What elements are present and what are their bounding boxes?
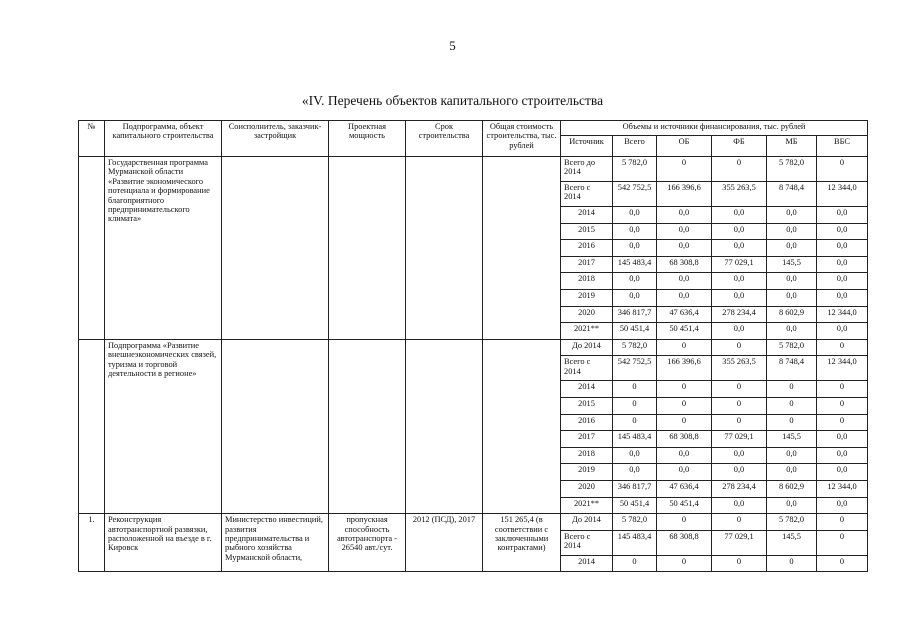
cell-total: 145 483,4 [613, 530, 657, 555]
capital-construction-table [78, 120, 868, 572]
block-capacity [329, 157, 406, 340]
cell-vbs: 0 [817, 157, 868, 182]
cell-ob: 0,0 [657, 223, 712, 240]
cell-mb: 145,5 [767, 256, 817, 273]
cell-vbs: 0,0 [817, 207, 868, 224]
cell-vbs: 0,0 [817, 289, 868, 306]
cell-fb: 278 234,4 [712, 306, 767, 323]
funding-row [79, 514, 868, 531]
cell-ob: 0 [657, 381, 712, 398]
cell-fb: 0,0 [712, 464, 767, 481]
cell-total: 0,0 [613, 273, 657, 290]
header-total: Всего [613, 136, 657, 157]
cell-source: 2015 [561, 397, 613, 414]
cell-ob: 0,0 [657, 447, 712, 464]
cell-total: 0,0 [613, 289, 657, 306]
cell-fb: 77 029,1 [712, 256, 767, 273]
cell-vbs: 0 [817, 339, 868, 356]
page-number: 5 [449, 38, 456, 53]
block-name: Подпрограмма «Развитие внешнеэкономических связей, туризма и торговой деятельности в регионе» [105, 339, 222, 513]
cell-total: 542 752,5 [613, 356, 657, 381]
cell-fb: 77 029,1 [712, 431, 767, 448]
cell-vbs: 0 [817, 381, 868, 398]
cell-fb: 0 [712, 397, 767, 414]
header-num: № [79, 121, 105, 157]
cell-ob: 166 396,6 [657, 356, 712, 381]
cell-fb: 0,0 [712, 240, 767, 257]
cell-total: 5 782,0 [613, 514, 657, 531]
cell-fb: 0 [712, 555, 767, 572]
cell-ob: 50 451,4 [657, 497, 712, 514]
cell-source: 2020 [561, 306, 613, 323]
cell-source: 2019 [561, 289, 613, 306]
cell-total: 0,0 [613, 207, 657, 224]
header-total-cost: Общая стоимость строительства, тыс. рублей [483, 121, 561, 157]
cell-mb: 145,5 [767, 530, 817, 555]
cell-ob: 0,0 [657, 240, 712, 257]
cell-source: 2018 [561, 447, 613, 464]
block-coexecutor: Министерство инвестиций, развития предпринимательства и рыбного хозяйства Мурманской области, [222, 514, 329, 572]
cell-mb: 8 748,4 [767, 182, 817, 207]
cell-source: 2020 [561, 480, 613, 497]
cell-mb: 0,0 [767, 497, 817, 514]
block-term [406, 157, 483, 340]
cell-mb: 0,0 [767, 323, 817, 340]
document-title: «IV. Перечень объектов капитального строительства [301, 93, 604, 108]
cell-fb: 278 234,4 [712, 480, 767, 497]
cell-total: 0,0 [613, 464, 657, 481]
cell-total: 0,0 [613, 240, 657, 257]
cell-source: 2021** [561, 497, 613, 514]
cell-mb: 0,0 [767, 240, 817, 257]
cell-total: 145 483,4 [613, 256, 657, 273]
cell-fb: 0 [712, 514, 767, 531]
cell-ob: 0,0 [657, 289, 712, 306]
cell-vbs: 0 [817, 397, 868, 414]
cell-fb: 0 [712, 414, 767, 431]
cell-ob: 0,0 [657, 464, 712, 481]
cell-mb: 145,5 [767, 431, 817, 448]
cell-mb: 0,0 [767, 273, 817, 290]
funding-row [79, 339, 868, 356]
funding-row [79, 157, 868, 182]
cell-total: 50 451,4 [613, 323, 657, 340]
cell-fb: 0,0 [712, 497, 767, 514]
cell-mb: 0 [767, 555, 817, 572]
cell-vbs: 0,0 [817, 497, 868, 514]
cell-fb: 77 029,1 [712, 530, 767, 555]
block-term [406, 339, 483, 513]
cell-ob: 0 [657, 414, 712, 431]
cell-ob: 0 [657, 555, 712, 572]
cell-source: 2017 [561, 431, 613, 448]
cell-fb: 0,0 [712, 447, 767, 464]
block-num [79, 339, 105, 513]
block-name: Реконструкция автотранспортной развязки, расположенной на въезде в г. Кировск [105, 514, 222, 572]
cell-mb: 8 602,9 [767, 306, 817, 323]
cell-total: 145 483,4 [613, 431, 657, 448]
block-cost [483, 157, 561, 340]
cell-vbs: 0 [817, 555, 868, 572]
header-subprogram: Подпрограмма, объект капитального строительства [105, 121, 222, 157]
cell-ob: 0,0 [657, 273, 712, 290]
cell-total: 5 782,0 [613, 339, 657, 356]
cell-vbs: 0,0 [817, 273, 868, 290]
cell-ob: 47 636,4 [657, 306, 712, 323]
cell-ob: 0 [657, 514, 712, 531]
cell-vbs: 0,0 [817, 431, 868, 448]
cell-fb: 355 263,5 [712, 182, 767, 207]
cell-source: 2014 [561, 555, 613, 572]
cell-source: До 2014 [561, 339, 613, 356]
cell-total: 0,0 [613, 447, 657, 464]
cell-total: 346 817,7 [613, 480, 657, 497]
cell-source: До 2014 [561, 514, 613, 531]
cell-mb: 5 782,0 [767, 514, 817, 531]
cell-ob: 0 [657, 339, 712, 356]
cell-source: 2016 [561, 240, 613, 257]
cell-source: 2021** [561, 323, 613, 340]
cell-vbs: 0 [817, 530, 868, 555]
cell-ob: 0 [657, 157, 712, 182]
cell-vbs: 12 344,0 [817, 356, 868, 381]
cell-source: 2018 [561, 273, 613, 290]
cell-mb: 0,0 [767, 447, 817, 464]
block-coexecutor [222, 157, 329, 340]
cell-mb: 0,0 [767, 289, 817, 306]
cell-source: 2016 [561, 414, 613, 431]
cell-fb: 0 [712, 339, 767, 356]
block-cost: 151 265,4 (в соответствии с заключенными контрактами) [483, 514, 561, 572]
cell-vbs: 0 [817, 514, 868, 531]
cell-ob: 68 308,8 [657, 256, 712, 273]
cell-total: 0 [613, 381, 657, 398]
cell-mb: 5 782,0 [767, 157, 817, 182]
cell-mb: 5 782,0 [767, 339, 817, 356]
cell-ob: 50 451,4 [657, 323, 712, 340]
cell-mb: 0 [767, 381, 817, 398]
cell-fb: 0 [712, 381, 767, 398]
cell-vbs: 0,0 [817, 256, 868, 273]
header-row [79, 121, 868, 136]
cell-total: 5 782,0 [613, 157, 657, 182]
block-name: Государственная программа Мурманской области «Развитие экономического потенциала и формирование благоприятного предпринимательского климата» [105, 157, 222, 340]
cell-vbs: 0,0 [817, 464, 868, 481]
header-coexecutor: Соисполнитель, заказчик-застройщик [222, 121, 329, 157]
cell-mb: 0 [767, 414, 817, 431]
cell-mb: 8 748,4 [767, 356, 817, 381]
header-capacity: Проектная мощность [329, 121, 406, 157]
cell-total: 0 [613, 555, 657, 572]
cell-source: Всего с 2014 [561, 356, 613, 381]
header-term: Срок строительства [406, 121, 483, 157]
cell-source: Всего с 2014 [561, 530, 613, 555]
block-cost [483, 339, 561, 513]
cell-vbs: 12 344,0 [817, 306, 868, 323]
header-vbs: ВБС [817, 136, 868, 157]
cell-source: 2019 [561, 464, 613, 481]
header-mb: МБ [767, 136, 817, 157]
cell-fb: 0 [712, 157, 767, 182]
cell-source: 2014 [561, 207, 613, 224]
block-term: 2012 (ПСД), 2017 [406, 514, 483, 572]
block-capacity: пропускная способность автотранспорта - 26540 авт./сут. [329, 514, 406, 572]
cell-vbs: 0,0 [817, 323, 868, 340]
cell-ob: 47 636,4 [657, 480, 712, 497]
header-source: Источник [561, 136, 613, 157]
cell-fb: 0,0 [712, 207, 767, 224]
cell-fb: 0,0 [712, 323, 767, 340]
cell-vbs: 12 344,0 [817, 182, 868, 207]
cell-source: Всего до 2014 [561, 157, 613, 182]
cell-total: 0,0 [613, 223, 657, 240]
cell-ob: 68 308,8 [657, 431, 712, 448]
cell-fb: 355 263,5 [712, 356, 767, 381]
cell-mb: 8 602,9 [767, 480, 817, 497]
block-num [79, 157, 105, 340]
cell-total: 542 752,5 [613, 182, 657, 207]
cell-total: 0 [613, 397, 657, 414]
header-ob: ОБ [657, 136, 712, 157]
cell-fb: 0,0 [712, 289, 767, 306]
cell-ob: 0 [657, 397, 712, 414]
cell-total: 346 817,7 [613, 306, 657, 323]
block-num: 1. [79, 514, 105, 572]
cell-ob: 68 308,8 [657, 530, 712, 555]
cell-vbs: 12 344,0 [817, 480, 868, 497]
cell-vbs: 0,0 [817, 223, 868, 240]
cell-vbs: 0 [817, 414, 868, 431]
cell-total: 50 451,4 [613, 497, 657, 514]
cell-ob: 0,0 [657, 207, 712, 224]
cell-fb: 0,0 [712, 223, 767, 240]
cell-vbs: 0,0 [817, 240, 868, 257]
cell-mb: 0,0 [767, 207, 817, 224]
cell-mb: 0,0 [767, 464, 817, 481]
header-fb: ФБ [712, 136, 767, 157]
cell-ob: 166 396,6 [657, 182, 712, 207]
cell-source: 2014 [561, 381, 613, 398]
cell-source: 2015 [561, 223, 613, 240]
block-coexecutor [222, 339, 329, 513]
cell-fb: 0,0 [712, 273, 767, 290]
cell-source: Всего с 2014 [561, 182, 613, 207]
block-capacity [329, 339, 406, 513]
cell-vbs: 0,0 [817, 447, 868, 464]
cell-source: 2017 [561, 256, 613, 273]
header-funding: Объемы и источники финансирования, тыс. рублей [561, 121, 868, 136]
cell-mb: 0,0 [767, 223, 817, 240]
cell-total: 0 [613, 414, 657, 431]
cell-mb: 0 [767, 397, 817, 414]
